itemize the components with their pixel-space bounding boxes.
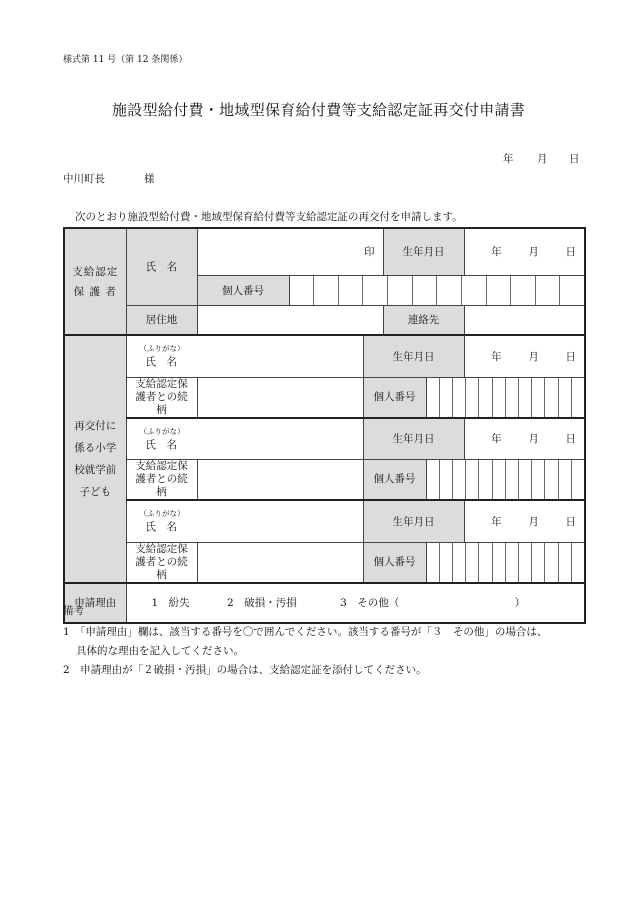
- application-form-table: [63, 227, 586, 624]
- date-year: 年: [503, 153, 514, 165]
- child2-dob-field[interactable]: 年 月 日: [464, 418, 585, 460]
- date-day: 日: [569, 153, 580, 165]
- intro-text: 次のとおり施設型給付費・地域型保育給付費等支給認定証の再交付を申請します。: [75, 211, 463, 223]
- child1-id-label: 個人番号: [363, 377, 426, 418]
- child2-id-digits[interactable]: [426, 460, 585, 501]
- notes-heading: 備考: [63, 605, 84, 617]
- address-field[interactable]: [197, 305, 383, 335]
- child2-name-field[interactable]: （ふりがな） 氏 名: [126, 418, 363, 460]
- addressee-honorific: 様: [144, 173, 155, 185]
- child2-relation-label: 支給認定保護者との続柄: [126, 460, 197, 501]
- child3-id-digits[interactable]: [426, 542, 585, 583]
- reason-option-damaged[interactable]: 2 破損・汚損: [227, 597, 297, 609]
- seal-mark: 印: [364, 246, 375, 259]
- guardian-dob-field[interactable]: 年 月 日: [464, 228, 585, 275]
- note-2: 2 申請理由が「２破損・汚損」の場合は、支給認定証を添付してください。: [63, 664, 427, 676]
- child3-name-field[interactable]: （ふりがな） 氏 名: [126, 500, 363, 542]
- child1-relation-field[interactable]: [197, 377, 363, 418]
- reason-other-close: ）: [514, 597, 526, 609]
- form-number: 様式第 11 号（第 12 条関係）: [63, 55, 188, 65]
- guardian-id-label: 個人番号: [197, 275, 289, 305]
- child1-relation-label: 支給認定保護者との続柄: [126, 377, 197, 418]
- guardian-section-label: 支給認定保 護 者: [64, 228, 126, 335]
- note-1: 1 「申請理由」欄は、該当する番号を〇で囲んでください。該当する番号が「３ その他」の場合は、: [63, 626, 548, 638]
- child3-relation-label: 支給認定保護者との続柄: [126, 542, 197, 583]
- guardian-name-label: 氏 名: [126, 228, 197, 305]
- addressee-name: 中川町長: [63, 173, 105, 185]
- reason-options[interactable]: [126, 583, 585, 623]
- reason-option-lost[interactable]: 1 紛失: [151, 597, 190, 609]
- page-title: 施設型給付費・地域型保育給付費等支給認定証再交付申請書: [112, 101, 526, 119]
- guardian-dob-label: 生年月日: [383, 228, 464, 275]
- child3-dob-label: 生年月日: [363, 500, 464, 542]
- address-label: 居住地: [126, 305, 197, 335]
- child1-dob-field[interactable]: 年 月 日: [464, 335, 585, 377]
- child2-id-label: 個人番号: [363, 460, 426, 501]
- child1-id-digits[interactable]: [426, 377, 585, 418]
- contact-label: 連絡先: [383, 305, 464, 335]
- children-section-label: 再交付に係る小学校就学前子ども: [64, 335, 126, 583]
- contact-field[interactable]: [464, 305, 585, 335]
- guardian-name-field[interactable]: [197, 228, 383, 275]
- date-month: 月: [537, 153, 548, 165]
- child1-dob-label: 生年月日: [363, 335, 464, 377]
- note-1-cont: 具体的な理由を記入してください。: [76, 645, 244, 657]
- child3-dob-field[interactable]: 年 月 日: [464, 500, 585, 542]
- reason-label: 申請理由: [64, 583, 126, 623]
- child2-dob-label: 生年月日: [363, 418, 464, 460]
- child3-relation-field[interactable]: [197, 542, 363, 583]
- child2-relation-field[interactable]: [197, 460, 363, 501]
- child1-name-field[interactable]: （ふりがな） 氏 名: [126, 335, 363, 377]
- reason-option-other[interactable]: 3 その他（: [340, 597, 400, 609]
- guardian-id-digits[interactable]: [289, 275, 585, 305]
- child3-id-label: 個人番号: [363, 542, 426, 583]
